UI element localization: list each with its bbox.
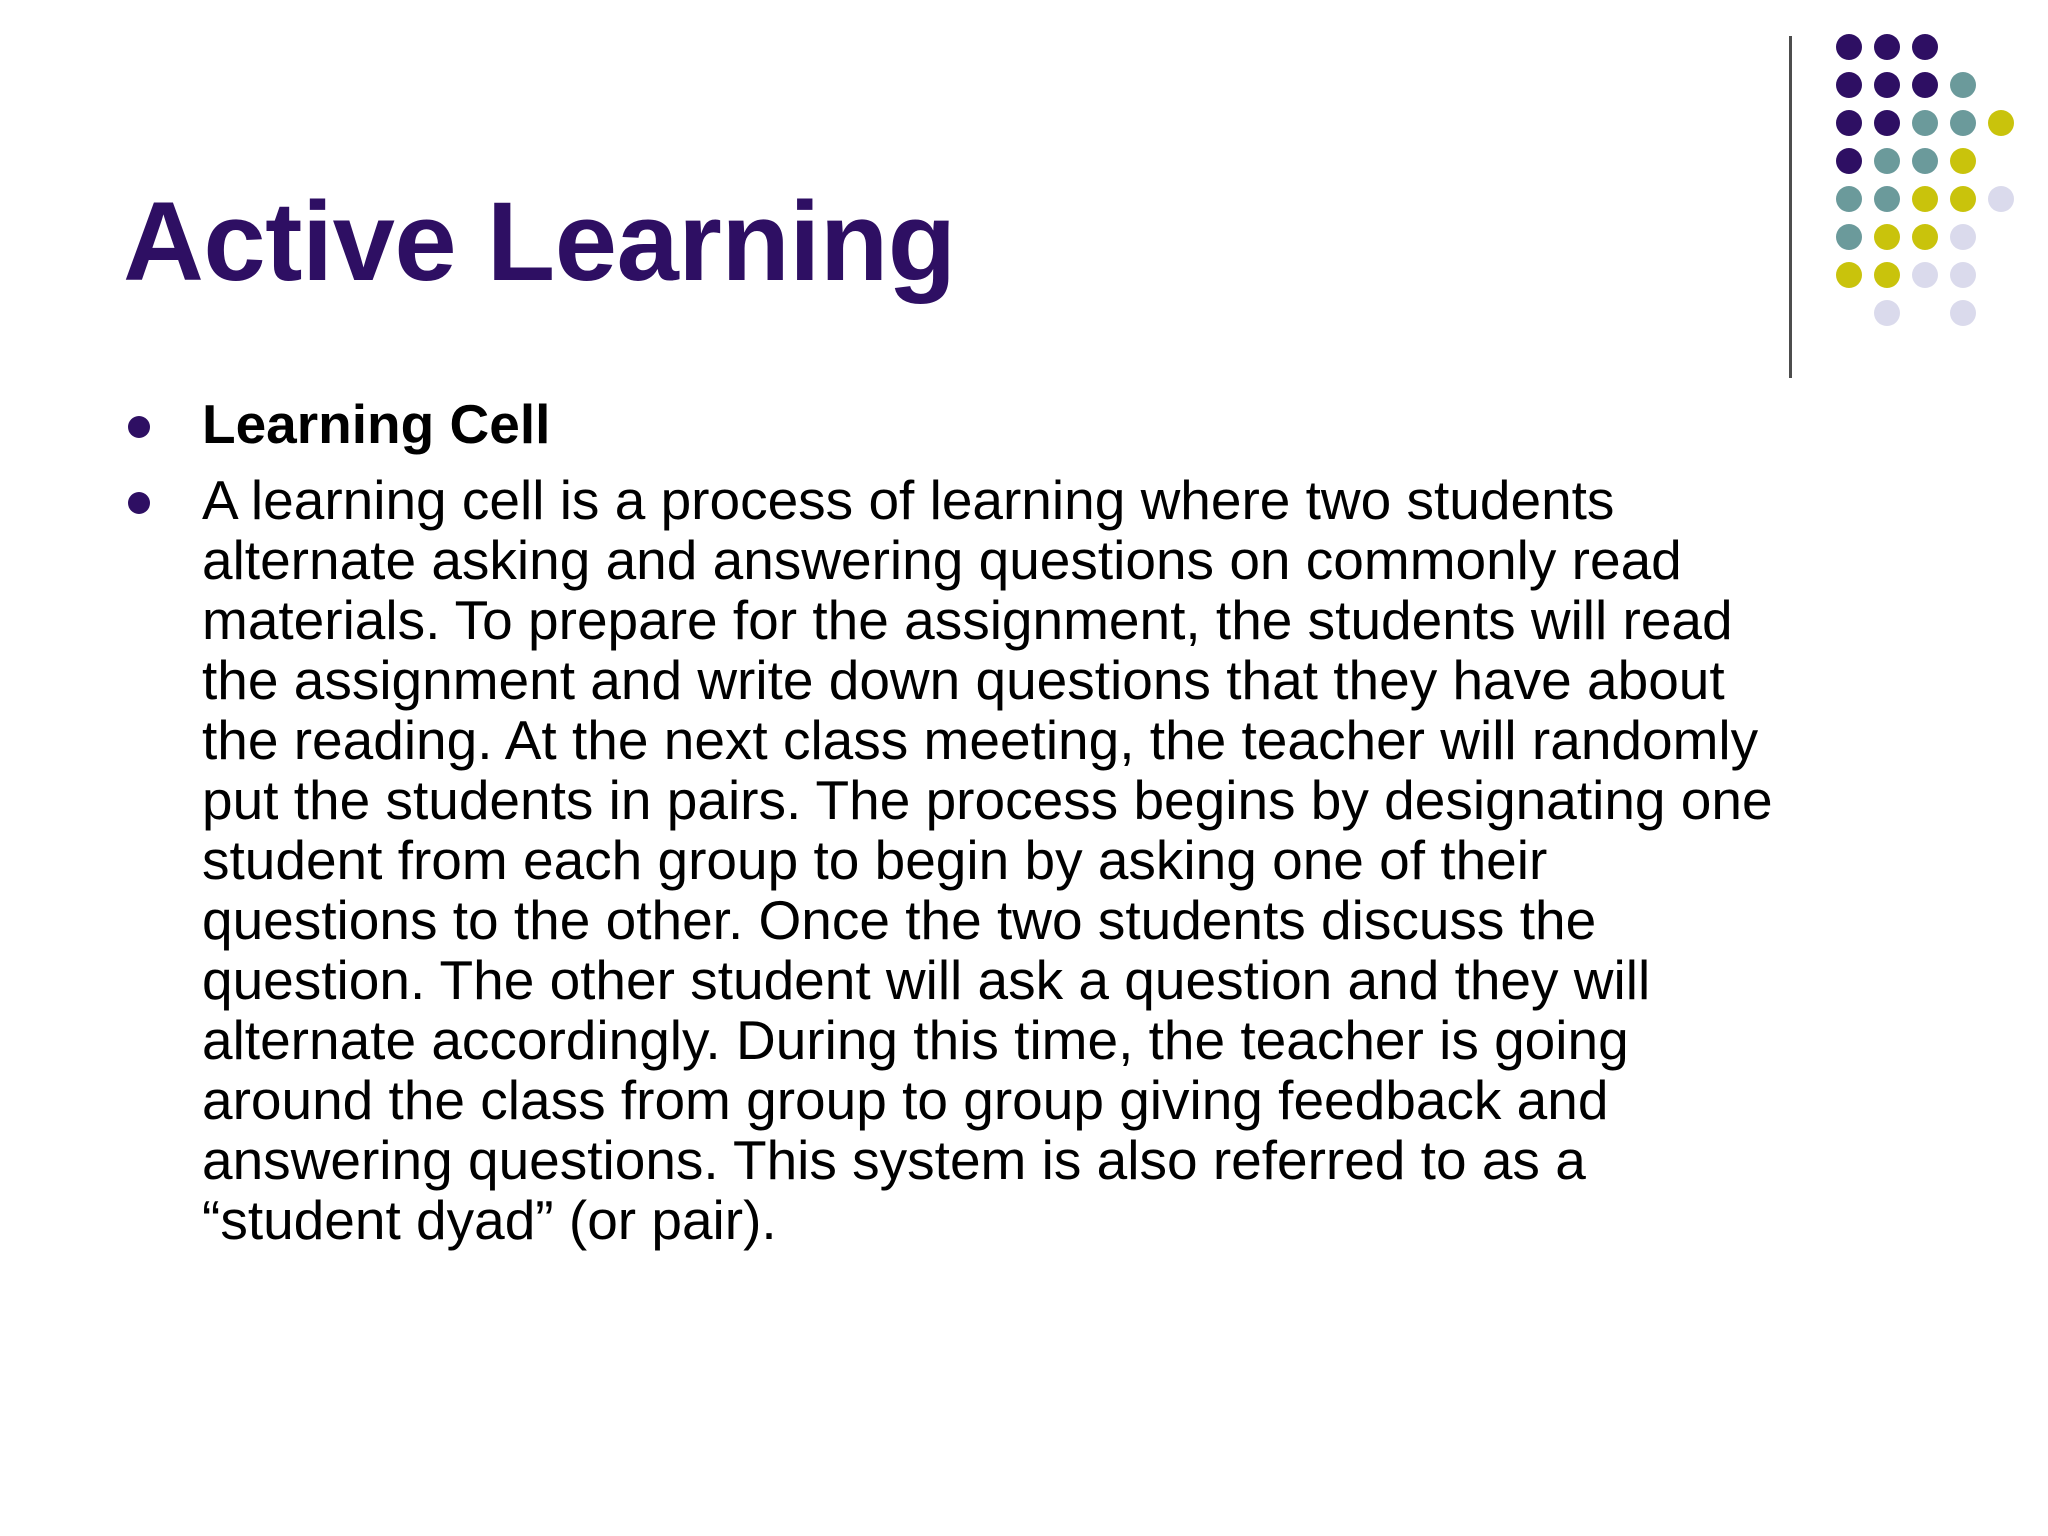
decorative-dot-lavender: [1874, 300, 1900, 326]
decorative-dot-purple: [1836, 148, 1862, 174]
decorative-dot-purple: [1874, 34, 1900, 60]
decorative-dot-lavender: [1950, 300, 1976, 326]
decorative-dot-olive: [1874, 262, 1900, 288]
decorative-dot-lavender: [1950, 224, 1976, 250]
decorative-dot-olive: [1874, 224, 1900, 250]
decorative-dot-lavender: [1912, 262, 1938, 288]
decorative-dot-purple: [1836, 34, 1862, 60]
decorative-dot-olive: [1988, 110, 2014, 136]
bullet-dot-icon: [128, 416, 150, 438]
paragraph-line: student from each group to begin by asking one of their: [202, 829, 1548, 891]
bullet-item-learning-cell: [124, 394, 1924, 454]
decorative-dot-lavender: [1988, 186, 2014, 212]
decorative-dot-olive: [1950, 186, 1976, 212]
paragraph-line: “student dyad” (or pair).: [202, 1189, 777, 1251]
decorative-dot-purple: [1912, 72, 1938, 98]
paragraph-line: materials. To prepare for the assignment, the students will read: [202, 589, 1733, 651]
decorative-dot-teal: [1950, 72, 1976, 98]
paragraph-line: the reading. At the next class meeting, the teacher will randomly: [202, 709, 1759, 771]
decorative-dot-purple: [1836, 72, 1862, 98]
paragraph-line: the assignment and write down questions that they have about: [202, 649, 1725, 711]
decorative-dot-teal: [1836, 224, 1862, 250]
paragraph-line: A learning cell is a process of learning where two students: [202, 469, 1615, 531]
paragraph-line: around the class from group to group giving feedback and: [202, 1069, 1609, 1131]
paragraph-line: question. The other student will ask a question and they will: [202, 949, 1651, 1011]
description-paragraph: [202, 470, 1924, 1250]
decorative-dot-teal: [1836, 186, 1862, 212]
decorative-dot-purple: [1836, 110, 1862, 136]
paragraph-line: questions to the other. Once the two students discuss the: [202, 889, 1597, 951]
slide-title: Active Learning: [123, 179, 956, 304]
decorative-dot-teal: [1950, 110, 1976, 136]
paragraph-line: put the students in pairs. The process begins by designating one: [202, 769, 1773, 831]
paragraph-line: answering questions. This system is also referred to as a: [202, 1129, 1586, 1191]
decorative-dot-purple: [1874, 110, 1900, 136]
bullet-item-description: [124, 470, 1924, 1250]
bullet-heading: Learning Cell: [202, 393, 551, 455]
decorative-dot-teal: [1874, 148, 1900, 174]
decorative-dot-olive: [1836, 262, 1862, 288]
decorative-dot-teal: [1912, 148, 1938, 174]
decorative-dot-purple: [1874, 72, 1900, 98]
decorative-dot-lavender: [1950, 262, 1976, 288]
vertical-divider: [1789, 36, 1792, 378]
bullet-dot-icon: [128, 492, 150, 514]
bullet-list: [124, 394, 1924, 1250]
paragraph-line: alternate accordingly. During this time, the teacher is going: [202, 1009, 1629, 1071]
decorative-dot-purple: [1912, 34, 1938, 60]
decorative-dot-olive: [1950, 148, 1976, 174]
decorative-dot-olive: [1912, 224, 1938, 250]
decorative-dot-teal: [1912, 110, 1938, 136]
paragraph-line: alternate asking and answering questions on commonly read: [202, 529, 1682, 591]
decorative-dot-teal: [1874, 186, 1900, 212]
decorative-dot-olive: [1912, 186, 1938, 212]
